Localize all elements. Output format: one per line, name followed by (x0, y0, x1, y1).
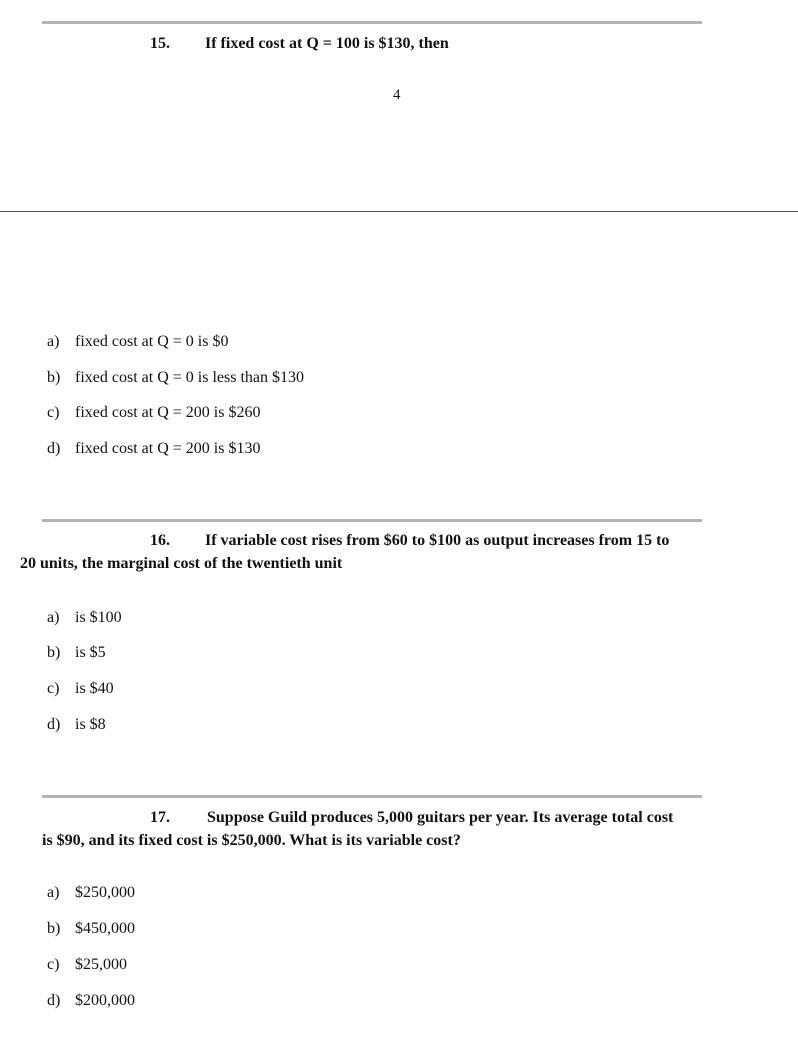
question-text: If fixed cost at Q = 100 is $130, then (205, 35, 449, 52)
question-separator (42, 21, 702, 24)
option-17c[interactable]: c) $25,000 (47, 956, 127, 973)
page-number: 4 (393, 87, 401, 103)
question-16-stem-line1 (150, 529, 669, 552)
option-17a[interactable]: a) $250,000 (47, 884, 135, 901)
option-16a[interactable]: a) is $100 (47, 609, 122, 626)
question-text: If variable cost rises from $60 to $100 as output increases from 15 to (205, 532, 670, 549)
option-16b[interactable]: b) is $5 (47, 644, 106, 661)
page-break-divider (0, 211, 798, 212)
question-15-stem (150, 32, 449, 55)
option-15c[interactable]: c) fixed cost at Q = 200 is $260 (47, 404, 261, 421)
question-16-stem-line2: 20 units, the marginal cost of the twentieth unit (20, 555, 343, 572)
question-number: 17. (150, 809, 170, 826)
option-16d[interactable]: d) is $8 (47, 716, 106, 733)
question-separator (42, 795, 702, 798)
option-15d[interactable]: d) fixed cost at Q = 200 is $130 (47, 440, 261, 457)
option-17b[interactable]: b) $450,000 (47, 920, 135, 937)
question-number: 16. (150, 532, 170, 549)
option-15a[interactable]: a) fixed cost at Q = 0 is $0 (47, 333, 229, 350)
question-text: Suppose Guild produces 5,000 guitars per year. Its average total cost (207, 809, 674, 826)
question-17-stem-line1 (150, 806, 673, 829)
option-16c[interactable]: c) is $40 (47, 680, 114, 697)
question-17-stem-line2: is $90, and its fixed cost is $250,000. What is its variable cost? (42, 832, 461, 849)
question-separator (42, 519, 702, 522)
question-number: 15. (150, 35, 170, 52)
option-17d[interactable]: d) $200,000 (47, 992, 135, 1009)
option-15b[interactable]: b) fixed cost at Q = 0 is less than $130 (47, 369, 304, 386)
